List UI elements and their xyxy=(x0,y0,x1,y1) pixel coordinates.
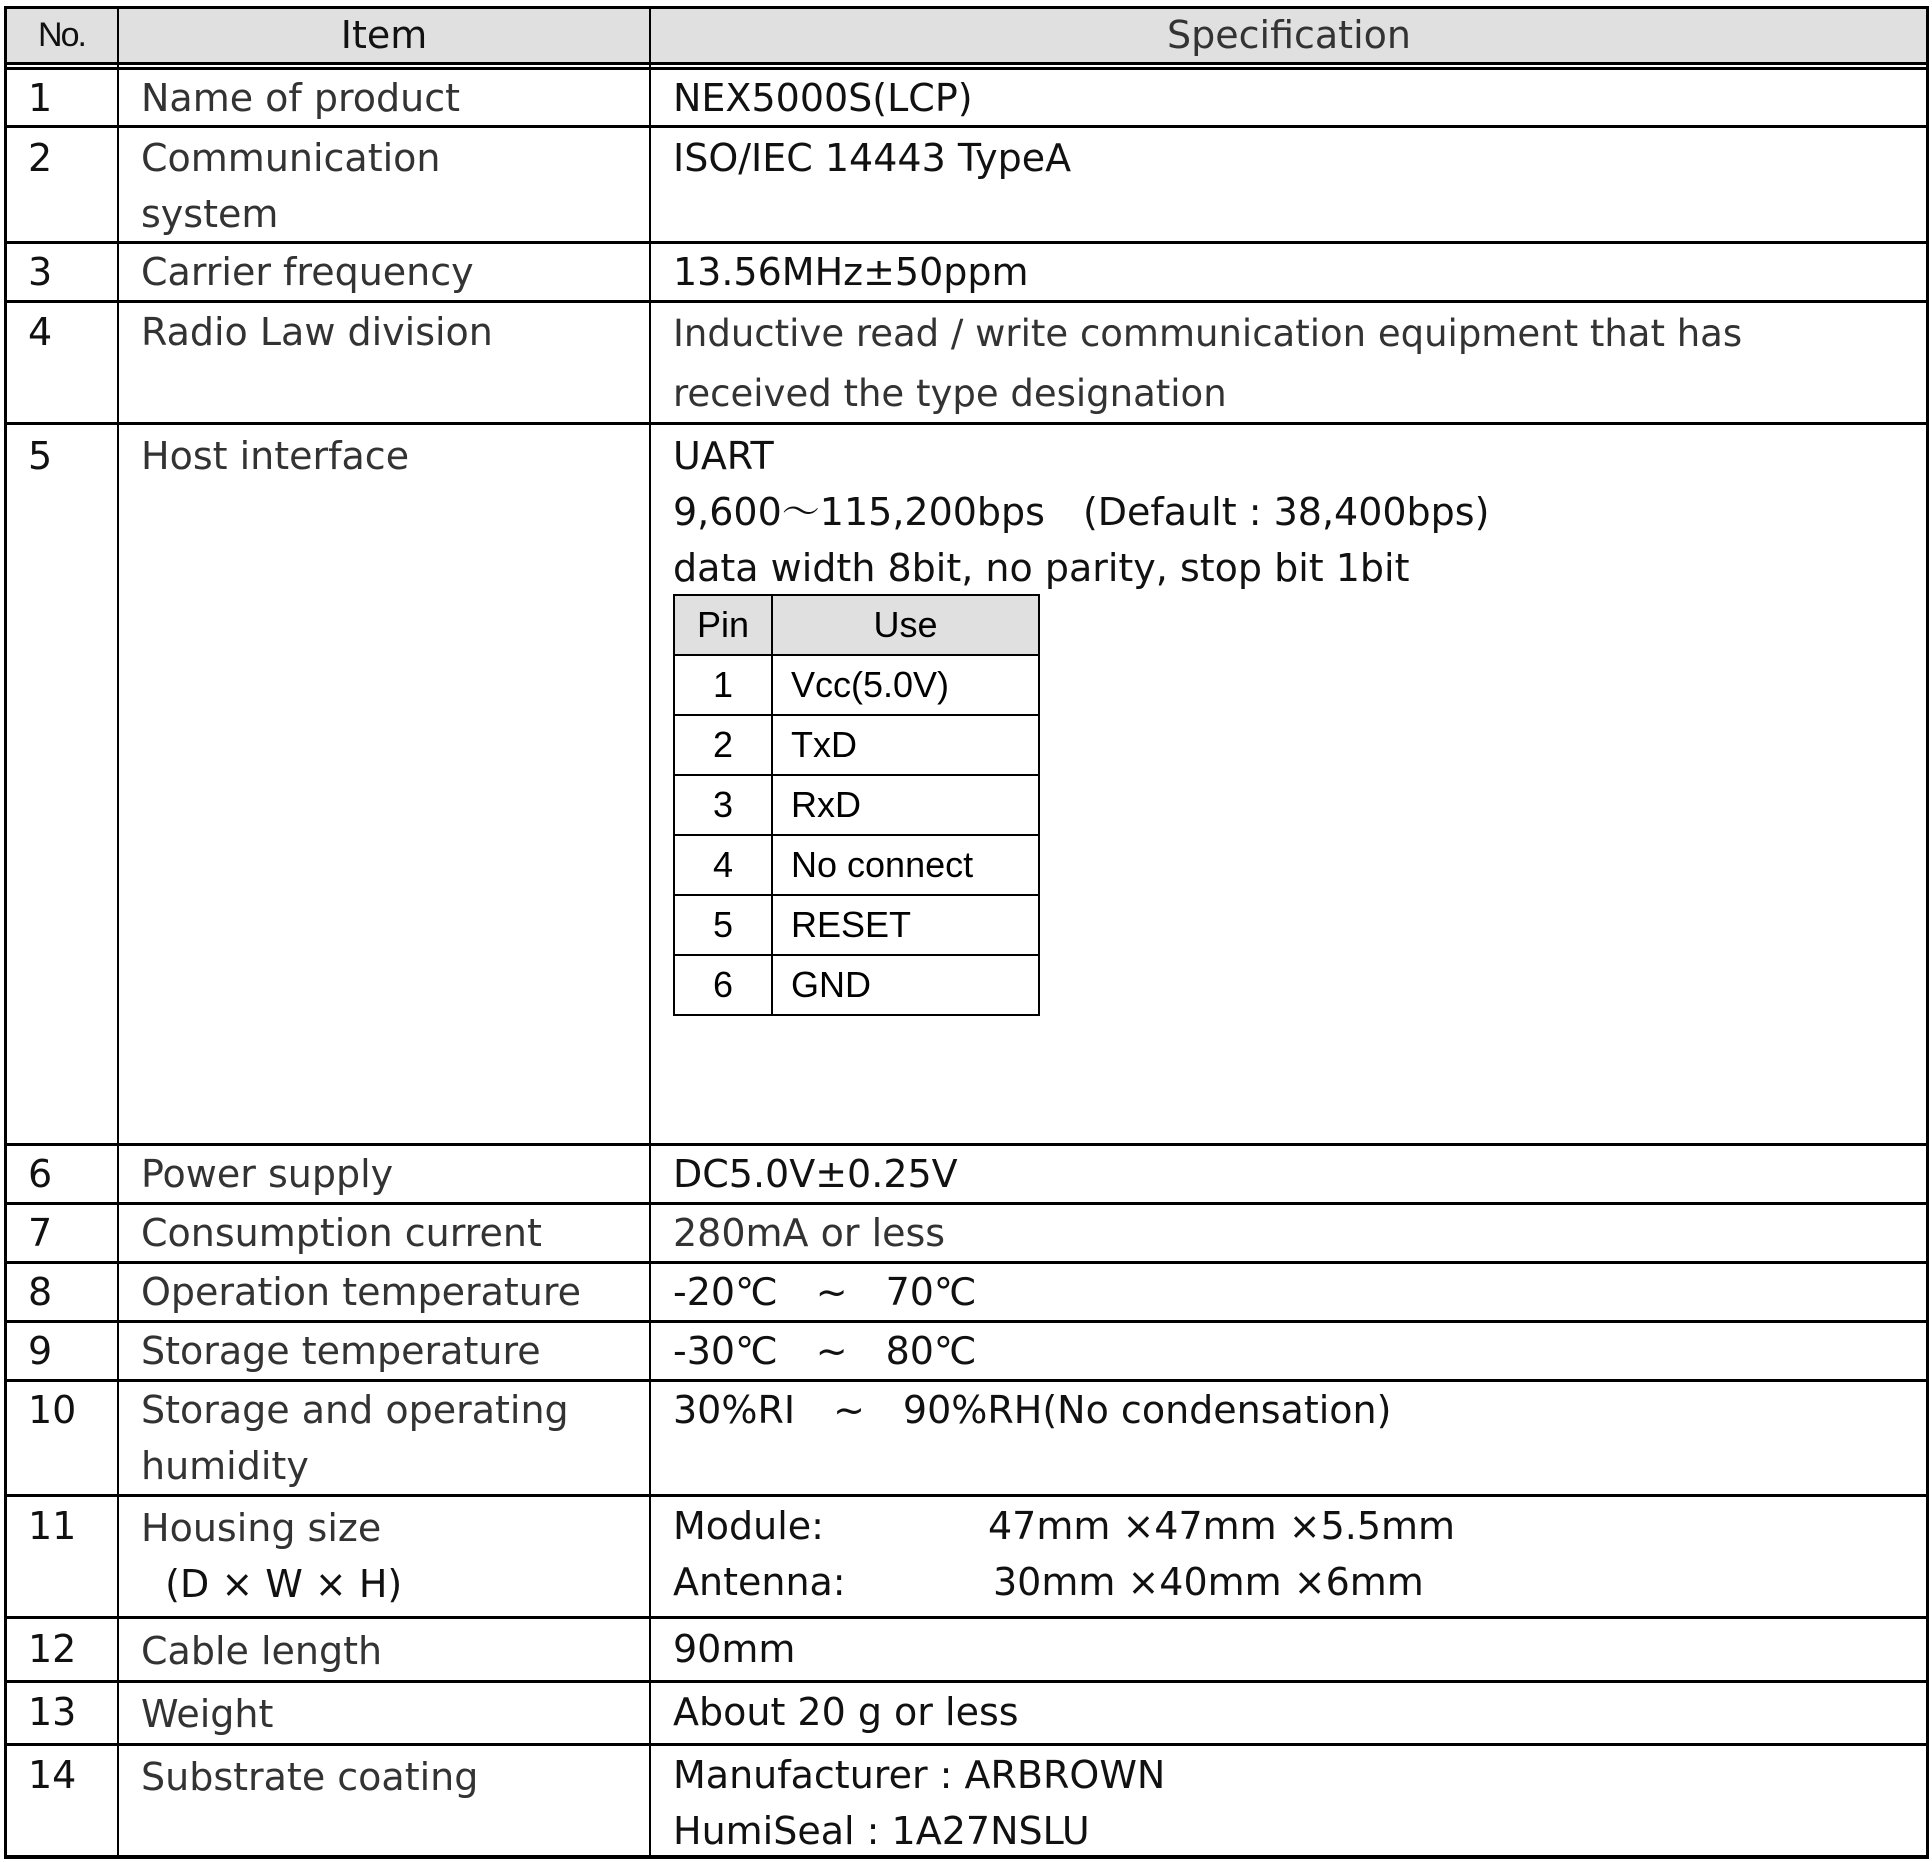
row-item: Operation temperature xyxy=(141,1270,582,1314)
pin-number: 4 xyxy=(674,835,772,895)
row-item: Host interface xyxy=(141,434,410,478)
row-item-line2: system xyxy=(141,192,279,236)
row-spec: Inductive read / write communication equipment that has xyxy=(673,312,1743,355)
pin-row xyxy=(674,895,1039,955)
pin-row xyxy=(674,775,1039,835)
row-border xyxy=(5,300,1929,303)
row-spec: ISO/IEC 14443 TypeA xyxy=(673,136,1072,180)
pin-row xyxy=(674,955,1039,1015)
row-item: Carrier frequency xyxy=(141,250,474,294)
row-number: 14 xyxy=(28,1753,77,1797)
pin-number: 1 xyxy=(674,655,772,715)
pin-table-header xyxy=(674,595,1039,655)
pin-row xyxy=(674,835,1039,895)
row-number: 9 xyxy=(28,1329,53,1373)
row-spec: -20℃ ~ 70℃ xyxy=(673,1270,977,1314)
pin-use: Vcc(5.0V) xyxy=(772,655,1039,715)
row-number: 7 xyxy=(28,1211,53,1255)
column-divider xyxy=(649,6,651,1859)
border-left xyxy=(4,6,7,1859)
row-spec-value: 47mm ×47mm ×5.5mm xyxy=(988,1504,1456,1548)
row-spec: DC5.0V±0.25V xyxy=(673,1152,958,1196)
pin-row xyxy=(674,655,1039,715)
row-border xyxy=(5,422,1929,425)
row-number: 5 xyxy=(28,434,53,478)
row-item: Cable length xyxy=(141,1629,383,1673)
column-divider xyxy=(117,6,119,1859)
row-item: Storage temperature xyxy=(141,1329,541,1373)
row-spec: 13.56MHz±50ppm xyxy=(673,250,1029,294)
row-item: Weight xyxy=(141,1692,274,1736)
row-number: 4 xyxy=(28,310,53,354)
row-spec-line2: received the type designation xyxy=(673,372,1227,415)
row-item-line2: humidity xyxy=(141,1444,309,1488)
row-item: Communication xyxy=(141,136,441,180)
pin-number: 2 xyxy=(674,715,772,775)
row-item: Power supply xyxy=(141,1152,394,1196)
row-spec: 30%RI ~ 90%RH(No condensation) xyxy=(673,1388,1392,1432)
row-spec-line2: HumiSeal : 1A27NSLU xyxy=(673,1809,1090,1853)
row-border xyxy=(5,1680,1929,1683)
row-spec: About 20 g or less xyxy=(673,1690,1019,1734)
row-spec: 90mm xyxy=(673,1627,796,1671)
header-specification: Specification xyxy=(1167,13,1411,57)
row-number: 8 xyxy=(28,1270,53,1314)
row-number: 2 xyxy=(28,136,53,180)
pin-number: 6 xyxy=(674,955,772,1015)
row-item: Substrate coating xyxy=(141,1755,479,1799)
row-spec-label-line2: Antenna: xyxy=(673,1560,846,1604)
pin-assignment-table xyxy=(673,594,1040,1016)
pin-header: Pin xyxy=(674,595,772,655)
use-header: Use xyxy=(772,595,1039,655)
row-spec: 280mA or less xyxy=(673,1211,946,1255)
pin-number: 3 xyxy=(674,775,772,835)
row-number: 12 xyxy=(28,1627,77,1671)
row-item: Storage and operating xyxy=(141,1388,569,1432)
row-spec: Manufacturer : ARBROWN xyxy=(673,1753,1166,1797)
row-number: 13 xyxy=(28,1690,77,1734)
row-border xyxy=(5,1743,1929,1746)
row-number: 10 xyxy=(28,1388,77,1432)
row-item: Housing size xyxy=(141,1506,382,1550)
row-spec: UART xyxy=(673,434,774,478)
header-no: No. xyxy=(38,16,85,54)
row-number: 3 xyxy=(28,250,53,294)
row-spec-line3: data width 8bit, no parity, stop bit 1bit xyxy=(673,546,1410,590)
row-spec: -30℃ ~ 80℃ xyxy=(673,1329,977,1373)
pin-use: GND xyxy=(772,955,1039,1015)
row-spec-value-line2: 30mm ×40mm ×6mm xyxy=(993,1560,1424,1604)
row-item-line2: (D × W × H) xyxy=(141,1562,403,1606)
row-spec-line2: 9,600～115,200bps (Default : 38,400bps) xyxy=(673,490,1490,534)
pin-row xyxy=(674,715,1039,775)
row-spec: NEX5000S(LCP) xyxy=(673,76,973,120)
pin-use: TxD xyxy=(772,715,1039,775)
row-item: Consumption current xyxy=(141,1211,542,1255)
row-item: Name of product xyxy=(141,76,461,120)
row-spec-label: Module: xyxy=(673,1504,824,1548)
pin-use: RxD xyxy=(772,775,1039,835)
row-border xyxy=(5,1494,1929,1497)
header-item: Item xyxy=(340,13,428,57)
border-right xyxy=(1926,6,1929,1859)
pin-use: No connect xyxy=(772,835,1039,895)
row-item: Radio Law division xyxy=(141,310,493,354)
row-number: 6 xyxy=(28,1152,53,1196)
pin-number: 5 xyxy=(674,895,772,955)
row-border xyxy=(5,1616,1929,1619)
row-number: 11 xyxy=(28,1504,77,1548)
pin-use: RESET xyxy=(772,895,1039,955)
row-number: 1 xyxy=(28,76,53,120)
